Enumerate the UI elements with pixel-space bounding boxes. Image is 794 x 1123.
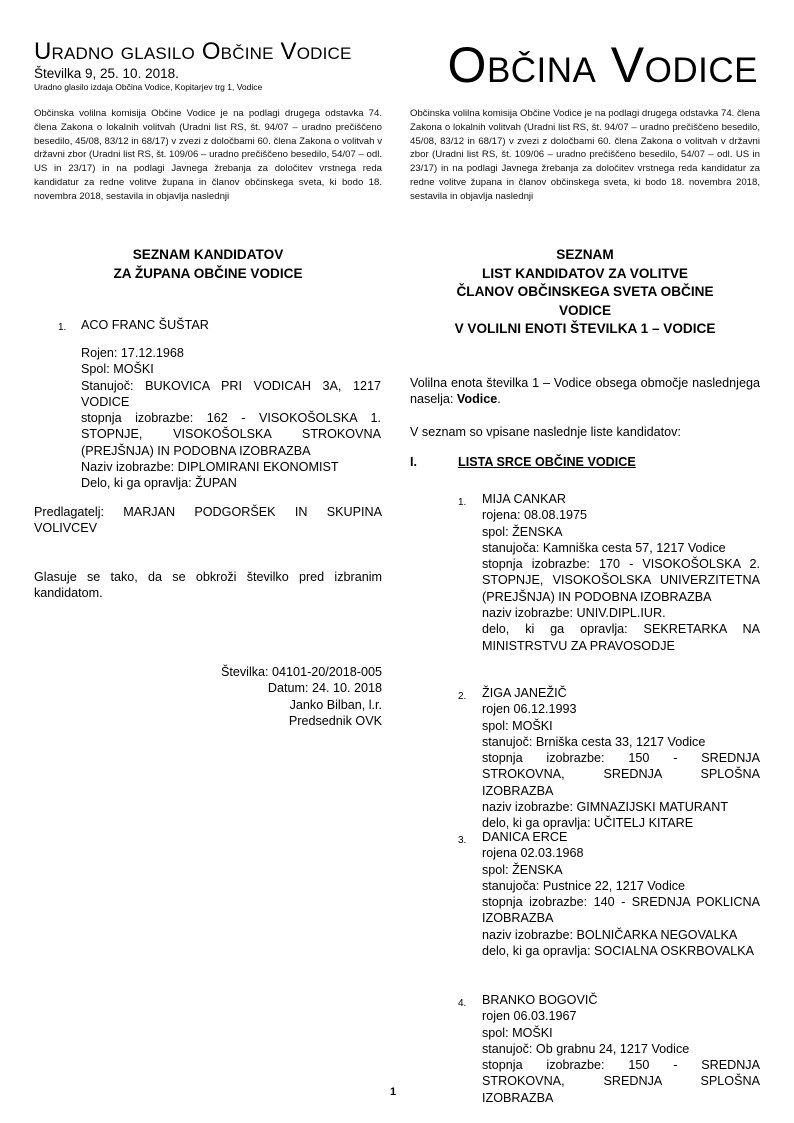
gazette-title: Uradno glasilo Občine Vodice (34, 38, 352, 65)
issue-number: Številka 9, 25. 10. 2018. (34, 66, 179, 81)
unit-place: Vodice (456, 392, 498, 407)
candidate-name: DANICA ERCE (482, 830, 568, 844)
candidate-born: rojen 06.03.1967 (482, 1009, 577, 1024)
council-heading-line: V VOLILNI ENOTI ŠTEVILKA 1 – VODICE (454, 321, 716, 336)
candidate-sex: Spol: MOŠKI (81, 362, 154, 377)
candidate-education-title: naziv izobrazbe: GIMNAZIJSKI MATURANT (482, 800, 729, 815)
council-candidate (482, 491, 760, 654)
candidate-born: rojena 02.03.1968 (482, 846, 584, 861)
candidate-born: rojen 06.12.1993 (482, 702, 577, 717)
candidate-name: ŽIGA JANEŽIČ (482, 686, 567, 700)
candidate-occupation: delo, ki ga opravlja: UČITELJ KITARE (482, 816, 694, 831)
council-heading-line: ČLANOV OBČINSKEGA SVETA OBČINE (456, 284, 714, 299)
preamble-left: Občinska volilna komisija Občine Vodice je na podlagi drugega odstavka 74. člena Zakona o lokalnih volitvah (Uradni list RS, št. 94/07 – uradno prečiščeno besedilo, 45/08, 83/12 in 68/17) v zvezi z določbami 60. člena Zakona o volitvah v državni zbor (Uradni list RS, št. 109/06 – uradno prečiščeno besedilo, 54/07 – odl. US in 23/17) in na podlagi Javnega žrebanja za določitev vrstnega reda kandidatur za redne volitve župana in članov občinskega sveta, ki bodo 18. novembra 2018, sestavila in objavlja naslednji (34, 108, 382, 202)
candidate-sex: spol: ŽENSKA (482, 862, 563, 877)
candidate-number: 4. (458, 998, 467, 1009)
council-candidate (482, 685, 760, 832)
candidate-name: MIJA CANKAR (482, 492, 566, 506)
unit-text: Volilna enota številka 1 – Vodice obsega območje naslednjega naselja: (410, 376, 760, 407)
list-intro: V seznam so vpisane naslednje liste kandidatov: (410, 425, 681, 439)
mayor-heading-line: ZA ŽUPANA OBČINE VODICE (113, 265, 303, 281)
candidate-education-level: stopnja izobrazbe: 150 - SREDNJA STROKOVNA, SREDNJA SPLOŠNA IZOBRAZBA (482, 751, 760, 798)
list-numeral: I. (410, 455, 417, 469)
mayor-list-heading (34, 246, 382, 283)
candidate-residence: stanujoča: Pustnice 22, 1217 Vodice (482, 878, 686, 893)
council-heading-line: LIST KANDIDATOV ZA VOLITVE (482, 265, 688, 281)
page-number: 1 (390, 1086, 397, 1098)
voting-instructions: Glasuje se tako, da se obkroži številko pred izbranim kandidatom. (34, 570, 382, 601)
document-date: Datum: 24. 10. 2018 (267, 681, 382, 696)
candidate-residence: stanujoč: Ob grabnu 24, 1217 Vodice (482, 1041, 690, 1056)
candidate-sex: spol: MOŠKI (482, 1025, 553, 1040)
council-list-heading (410, 246, 760, 339)
candidate-education-title: naziv izobrazbe: UNIV.DIPL.IUR. (482, 606, 666, 621)
council-candidate (482, 992, 760, 1106)
mayor-heading-line: SEZNAM KANDIDATOV (132, 247, 284, 262)
candidate-occupation: delo, ki ga opravlja: SOCIALNA OSKRBOVALKA (482, 944, 755, 959)
council-heading-line: VODICE (558, 302, 612, 318)
publisher-line: Uradno glasilo izdaja Občina Vodice, Kopitarjev trg 1, Vodice (34, 82, 263, 92)
candidate-education-title: Naziv izobrazbe: DIPLOMIRANI EKONOMIST (81, 460, 339, 475)
candidate-residence: stanujoč: Brniška cesta 33, 1217 Vodice (482, 734, 706, 749)
candidate-education-level: stopnja izobrazbe: 140 - SREDNJA POKLICNA IZOBRAZBA (482, 895, 760, 926)
preamble-right: Občinska volilna komisija Občine Vodice je na podlagi drugega odstavka 74. člena Zakona o lokalnih volitvah (Uradni list RS, št. 94/07 – uradno prečiščeno besedilo, 45/08, 83/12 in 68/17) v zvezi z določbami 60. člena Zakona o volitvah v državni zbor (Uradni list RS, št. 109/06 – uradno prečiščeno besedilo, 54/07 – odl. US in 23/17) in na podlagi Javnega žrebanja za določitev vrstnega reda kandidatur za redne volitve župana in članov občinskega sveta, ki bodo 18. novembra 2018, sestavila in objavlja naslednji (410, 108, 760, 202)
candidate-number: 3. (458, 835, 467, 846)
candidate-number: 1. (58, 322, 67, 333)
candidate-education-level: stopnja izobrazbe: 162 - VISOKOŠOLSKA 1. STOPNJE, VISOKOŠOLSKA STROKOVNA (PREJŠNJA) IN PODOBNA IZOBRAZBA (81, 411, 381, 458)
document-number: Številka: 04101-20/2018-005 (220, 665, 382, 679)
electoral-unit-description: Volilna enota številka 1 – Vodice obsega območje naslednjega naselja: Vodice. (410, 376, 760, 407)
candidate-born: rojena: 08.08.1975 (482, 508, 588, 523)
candidate-sex: spol: MOŠKI (482, 718, 553, 733)
candidate-residence: stanujoča: Kamniška cesta 57, 1217 Vodice (482, 540, 726, 555)
municipality-title: Občina Vodice (447, 37, 758, 93)
candidate-education-level: stopnja izobrazbe: 150 - SREDNJA STROKOVNA, SREDNJA SPLOŠNA IZOBRAZBA (482, 1058, 760, 1105)
candidate-occupation: delo, ki ga opravlja: SEKRETARKA NA MINISTRSTVU ZA PRAVOSODJE (482, 622, 760, 653)
candidate-name: BRANKO BOGOVIČ (482, 993, 598, 1007)
list-title: LISTA SRCE OBČINE VODICE (458, 455, 636, 469)
candidate-born: Rojen: 17.12.1968 (81, 346, 184, 360)
candidate-number: 2. (458, 691, 467, 702)
candidate-occupation: Delo, ki ga opravlja: ŽUPAN (81, 476, 237, 491)
candidate-name: ACO FRANC ŠUŠTAR (81, 318, 209, 332)
proposer: Predlagatelj: MARJAN PODGORŠEK IN SKUPINA VOLIVCEV (34, 505, 382, 536)
candidate-education-level: stopnja izobrazbe: 170 - VISOKOŠOLSKA 2. STOPNJE, VISOKOŠOLSKA UNIVERZITETNA (PREJŠNJA) IN PODOBNA IZOBRAZBA (482, 557, 760, 604)
candidate-residence: Stanujoč: BUKOVICA PRI VODICAH 3A, 1217 VODICE (81, 378, 381, 409)
signer-role: Predsednik OVK (288, 713, 382, 728)
signer-name: Janko Bilban, l.r. (289, 697, 382, 712)
candidate-education-title: naziv izobrazbe: BOLNIČARKA NEGOVALKA (482, 927, 738, 942)
council-candidate (482, 829, 760, 959)
candidate-number: 1. (458, 497, 467, 508)
council-heading-line: SEZNAM (556, 247, 614, 262)
candidate-sex: spol: ŽENSKA (482, 524, 563, 539)
signature-block (34, 664, 382, 729)
mayor-candidate-details (81, 345, 381, 492)
